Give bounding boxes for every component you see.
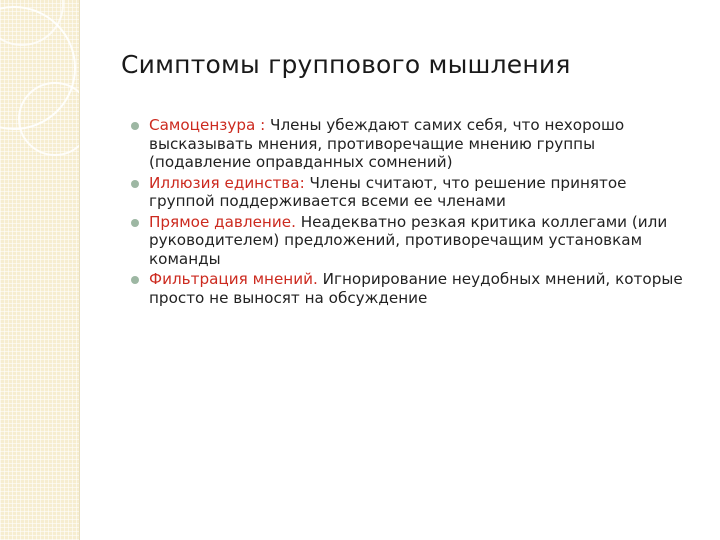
band-divider	[79, 0, 80, 540]
decorative-circle	[18, 82, 79, 156]
symptom-term: Прямое давление.	[149, 212, 296, 231]
bullet-dot-icon	[131, 219, 139, 227]
bullet-dot-icon	[131, 276, 139, 284]
symptom-term: Самоцензура :	[149, 116, 266, 134]
decorative-side-band	[0, 0, 79, 540]
symptom-direct-pressure	[131, 213, 691, 269]
symptom-description: Члены убеждают самих себя, что нехорошо высказывать мнения, противоречащие мнению группы (подавление оправданных сомнений)	[149, 116, 625, 171]
symptom-illusion-of-unanimity	[131, 174, 691, 211]
symptom-self-censorship	[131, 116, 691, 172]
slide-title: Симптомы группового мышления	[121, 50, 571, 79]
symptom-term: Фильтрация мнений.	[149, 270, 318, 288]
symptom-term: Иллюзия единства:	[149, 173, 305, 192]
symptom-opinion-filtering	[131, 270, 691, 307]
symptom-description: Члены считают, что решение принятое группой поддерживается всеми ее членами	[149, 173, 627, 210]
symptom-description: Игнорирование неудобных мнений, которые просто не выносят на обсуждение	[149, 270, 683, 307]
symptom-list	[131, 116, 691, 309]
bullet-dot-icon	[131, 122, 139, 130]
symptom-description: Неадекватно резкая критика коллегами (или руководителем) предложений, противоречащим установкам команды	[149, 212, 668, 268]
bullet-dot-icon	[131, 180, 139, 188]
